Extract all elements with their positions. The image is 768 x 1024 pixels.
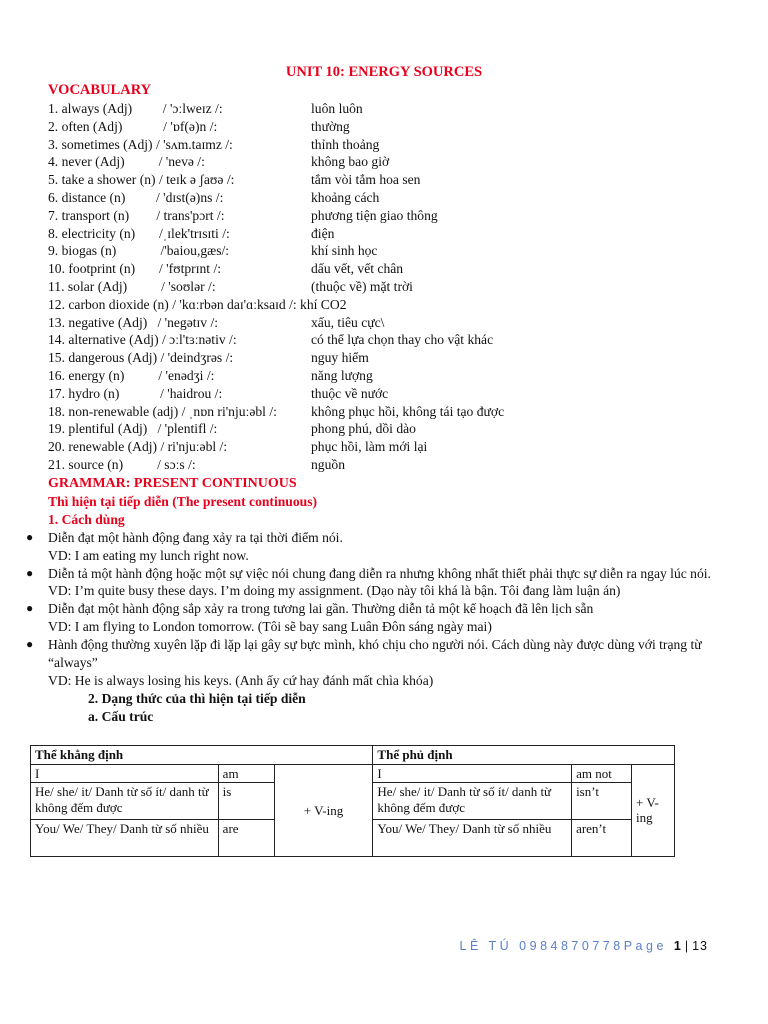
footer-page-label: Page xyxy=(623,939,667,953)
vocab-meaning: luôn luôn xyxy=(311,101,363,116)
grammar-section xyxy=(26,475,728,726)
vocab-term: 10. footprint (n) / 'fʊtprɪnt /: xyxy=(48,261,222,277)
table-row xyxy=(31,764,675,783)
vocab-row xyxy=(48,153,738,171)
vocab-term: 2. often (Adj) / 'ɒf(ə)n /: xyxy=(48,118,218,134)
vocab-row xyxy=(48,403,738,421)
neg-subject-cell: You/ We/ They/ Danh từ số nhiều xyxy=(373,820,572,857)
neg-verb-cell: am not xyxy=(572,764,632,783)
vocabulary-list xyxy=(48,100,738,474)
bullet-icon: ● xyxy=(26,601,34,616)
usage-heading: 1. Cách dùng xyxy=(48,511,125,527)
vocab-row xyxy=(48,331,738,349)
vocab-term: 19. plentiful (Adj) / 'plentifl /: xyxy=(48,421,218,437)
vocab-term: 3. sometimes (Adj) / 'sʌm.taɪmz /: xyxy=(48,136,233,152)
aff-subject-cell: You/ We/ They/ Danh từ số nhiều xyxy=(31,820,219,857)
vocab-term: 18. non-renewable (adj) / ˌnɒn ri'njuːəbl /: xyxy=(48,403,277,419)
vocab-row xyxy=(48,367,738,385)
usage-item xyxy=(26,565,728,601)
usage-item xyxy=(26,529,728,565)
vocab-term: 1. always (Adj) / 'ɔːlweɪz /: xyxy=(48,101,223,116)
vocab-meaning: không bao giờ xyxy=(311,154,390,170)
vocab-row xyxy=(48,438,738,456)
vocab-meaning: có thể lựa chọn thay cho vật khác xyxy=(311,332,494,348)
vocab-row xyxy=(48,207,738,225)
vocab-row xyxy=(48,260,738,278)
neg-subject-cell: I xyxy=(373,764,572,783)
vocab-row xyxy=(48,456,738,474)
vocab-meaning: thường xyxy=(311,118,350,134)
vocab-row xyxy=(48,171,738,189)
grammar-heading: GRAMMAR: PRESENT CONTINUOUS xyxy=(48,476,297,491)
usage-text: Diễn đạt một hành động sắp xảy ra trong tương lai gần. Thường diễn tả một kế hoạch đã lên lịch sẵn xyxy=(48,601,594,617)
vocab-term: 7. transport (n) / trans'pɔrt /: xyxy=(48,207,225,223)
vocab-row xyxy=(48,136,738,154)
usage-text: Hành động thường xuyên lặp đi lặp lại gây sự bực mình, khó chịu cho người nói. Cách dùng này được dùng với trạng từ “always” xyxy=(48,637,702,671)
usage-text: Diễn tả một hành động hoặc một sự việc nói chung đang diễn ra nhưng không nhất thiết phải thực sự diễn ra ngay lúc nói. xyxy=(48,565,711,581)
usage-example: VD: I’m quite busy these days. I’m doing my assignment. (Dạo này tôi khá là bận. Tôi đang làm luận án) xyxy=(48,583,621,599)
aff-ending-cell: + V-ing xyxy=(274,764,373,857)
bullet-icon: ● xyxy=(26,565,34,580)
vocab-term: 9. biogas (n) /'baiou,gæs/: xyxy=(48,243,230,259)
bullet-icon: ● xyxy=(26,637,34,652)
grammar-subheading: Thì hiện tại tiếp diễn (The present continuous) xyxy=(48,493,318,509)
usage-item xyxy=(26,600,728,636)
vocab-meaning: thuộc về nước xyxy=(311,385,389,401)
footer-total-pages: 13 xyxy=(692,939,708,953)
vocab-meaning: thỉnh thoảng xyxy=(311,136,380,152)
structure-table xyxy=(30,745,675,857)
aff-subject-cell: He/ she/ it/ Danh từ số ít/ danh từ không đếm được xyxy=(31,783,219,820)
vocab-term: 21. source (n) / sɔːs /: xyxy=(48,456,196,472)
vocab-term: 20. renewable (Adj) / ri'njuːəbl /: xyxy=(48,439,228,455)
vocab-row xyxy=(48,278,738,296)
vocab-row xyxy=(48,242,738,260)
affirmative-header: Thể khẳng định xyxy=(31,746,373,765)
footer-author: LÊ TÚ 0984870778 xyxy=(459,939,624,953)
vocab-meaning: không phục hồi, không tái tạo được xyxy=(311,403,505,419)
neg-subject-cell: He/ she/ it/ Danh từ số ít/ danh từ không đếm được xyxy=(373,783,572,820)
structure-heading: a. Cấu trúc xyxy=(88,708,154,724)
vocab-meaning: điện xyxy=(311,225,335,241)
vocab-meaning: phương tiện giao thông xyxy=(311,207,438,223)
vocab-meaning: (thuộc về) mặt trời xyxy=(311,278,413,294)
negative-header: Thể phủ định xyxy=(373,746,675,765)
vocab-meaning: nguy hiểm xyxy=(311,350,369,366)
vocab-term: 12. carbon dioxide (n) / 'kɑːrbən daɪ'ɑːksaɪd /: khí CO2 xyxy=(48,296,347,312)
vocab-meaning: tắm vòi tắm hoa sen xyxy=(311,172,421,188)
table-header-row xyxy=(31,746,675,765)
vocab-meaning: năng lượng xyxy=(311,367,373,383)
usage-item xyxy=(26,636,728,690)
aff-subject-cell: I xyxy=(31,764,219,783)
usage-example: VD: I am eating my lunch right now. xyxy=(48,547,249,563)
vocab-term: 5. take a shower (n) / teɪk ə ʃaʊə /: xyxy=(48,172,235,188)
vocab-term: 11. solar (Adj) / 'soʊlər /: xyxy=(48,278,216,294)
neg-verb-cell: aren’t xyxy=(572,820,632,857)
vocab-row xyxy=(48,385,738,403)
page-footer xyxy=(460,939,709,953)
vocabulary-heading: VOCABULARY xyxy=(48,82,152,98)
vocab-row xyxy=(48,118,738,136)
aff-verb-cell: am xyxy=(218,764,274,783)
bullet-icon: ● xyxy=(26,529,34,544)
vocab-meaning: khoảng cách xyxy=(311,189,380,205)
vocab-meaning: dấu vết, vết chân xyxy=(311,261,404,277)
document-title: UNIT 10: ENERGY SOURCES xyxy=(285,64,483,80)
footer-page-number: 1 xyxy=(673,939,681,953)
vocab-term: 15. dangerous (Adj) / 'deindʒrəs /: xyxy=(48,350,234,366)
vocab-meaning: phục hồi, làm mới lại xyxy=(311,439,428,455)
form-heading: 2. Dạng thức của thì hiện tại tiếp diễn xyxy=(88,690,306,706)
usage-list xyxy=(26,529,728,690)
neg-ending-cell: + V-ing xyxy=(632,764,675,857)
vocab-term: 13. negative (Adj) / 'negətɪv /: xyxy=(48,314,219,330)
vocab-term: 16. energy (n) / 'enədʒi /: xyxy=(48,367,215,383)
vocab-term: 8. electricity (n) /ˌɪlek'trɪsɪti /: xyxy=(48,225,230,241)
aff-verb-cell: are xyxy=(218,820,274,857)
vocab-row xyxy=(48,100,738,118)
vocab-term: 6. distance (n) / 'dɪst(ə)ns /: xyxy=(48,189,224,205)
vocab-meaning: phong phú, dồi dào xyxy=(311,421,416,437)
vocab-meaning: xấu, tiêu cực\ xyxy=(311,314,385,330)
usage-text: Diễn đạt một hành động đang xảy ra tại thời điểm nói. xyxy=(48,529,343,545)
vocab-meaning: khí sinh học xyxy=(311,243,378,259)
usage-example: VD: He is always losing his keys. (Anh ấy cứ hay đánh mất chìa khóa) xyxy=(48,672,434,688)
aff-verb-cell: is xyxy=(218,783,274,820)
vocab-term: 4. never (Adj) / 'nevə /: xyxy=(48,154,205,170)
neg-verb-cell: isn’t xyxy=(572,783,632,820)
vocab-row xyxy=(48,349,738,367)
footer-separator: | xyxy=(684,939,689,953)
vocab-term: 14. alternative (Adj) / ɔːl'tɜːnətiv /: xyxy=(48,332,237,348)
vocab-row xyxy=(48,314,738,332)
vocab-row xyxy=(48,189,738,207)
vocab-row xyxy=(48,420,738,438)
vocab-row xyxy=(48,296,738,314)
vocab-row xyxy=(48,225,738,243)
usage-example: VD: I am flying to London tomorrow. (Tôi sẽ bay sang Luân Đôn sáng ngày mai) xyxy=(48,619,492,635)
vocab-meaning: nguồn xyxy=(311,456,345,472)
vocab-term: 17. hydro (n) / 'haidrou /: xyxy=(48,385,223,401)
